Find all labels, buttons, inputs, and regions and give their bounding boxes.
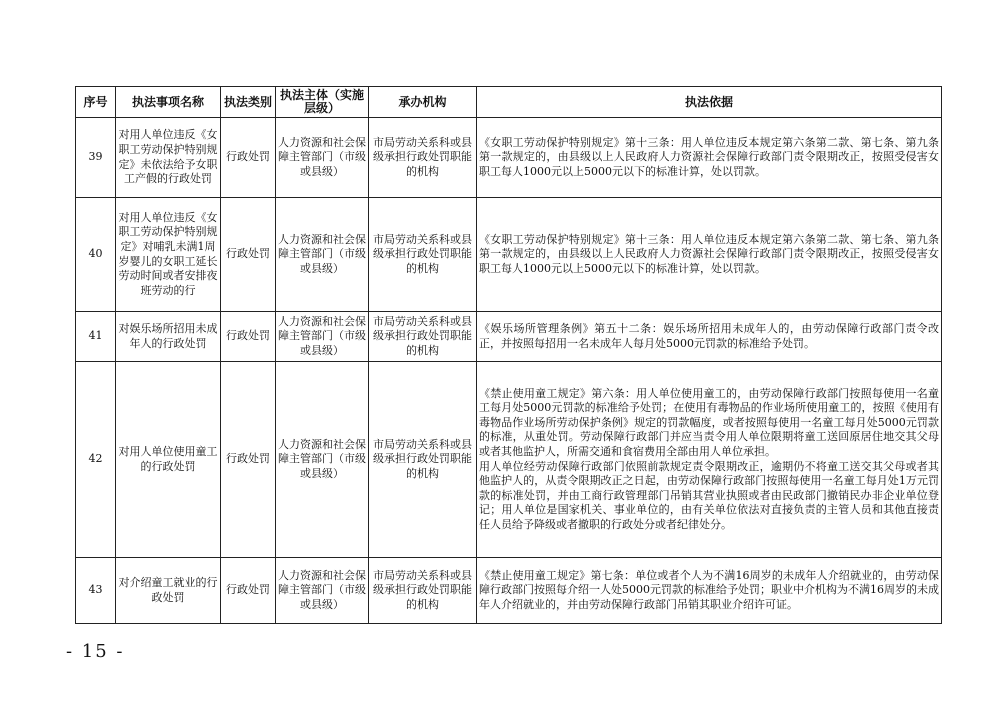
cell-subject: 人力资源和社会保障主管部门（市级或县级）: [276, 362, 369, 558]
header-agency: 承办机构: [369, 87, 477, 118]
cell-agency: 市局劳动关系科或县级承担行政处罚职能的机构: [369, 362, 477, 558]
cell-subject: 人力资源和社会保障主管部门（市级或县级）: [276, 312, 369, 362]
cell-agency: 市局劳动关系科或县级承担行政处罚职能的机构: [369, 312, 477, 362]
cell-category: 行政处罚: [221, 362, 276, 558]
cell-category: 行政处罚: [221, 312, 276, 362]
table-row: [76, 198, 942, 312]
basis-paragraph: 《禁止使用童工规定》第六条：用人单位使用童工的，由劳动保障行政部门按照每使用一名童工每月处5000元罚款的标准给予处罚；在使用有毒物品的作业场所使用童工的，按照《使用有毒物品作业场所劳动保护条例》规定的罚款幅度，或者按照每使用一名童工每月处5000元罚款的标准，从重处罚。劳动保障行政部门并应当责令用人单位限期将童工送回原居住地交其父母或者其他监护人，所需交通和食宿费用全部由用人单位承担。: [479, 386, 939, 458]
cell-item-name: 对介绍童工就业的行政处罚: [116, 558, 221, 624]
cell-seq: 39: [76, 118, 116, 198]
header-basis: 执法依据: [477, 87, 942, 118]
cell-category: 行政处罚: [221, 558, 276, 624]
cell-subject: 人力资源和社会保障主管部门（市级或县级）: [276, 118, 369, 198]
cell-category: 行政处罚: [221, 198, 276, 312]
cell-seq: 43: [76, 558, 116, 624]
basis-paragraph: 《娱乐场所管理条例》第五十二条：娱乐场所招用未成年人的，由劳动保障行政部门责令改正，并按照每招用一名未成年人每月处5000元罚款的标准给予处罚。: [479, 321, 939, 350]
cell-agency: 市局劳动关系科或县级承担行政处罚职能的机构: [369, 118, 477, 198]
cell-category: 行政处罚: [221, 118, 276, 198]
cell-basis: [477, 558, 942, 624]
basis-paragraph: 用人单位经劳动保障行政部门依照前款规定责令限期改正，逾期仍不将童工送交其父母或者其他监护人的，从责令限期改正之日起，由劳动保障行政部门按照每使用一名童工每月处1万元罚款的标准处罚，并由工商行政管理部门吊销其营业执照或者由民政部门撤销民办非企业单位登记；用人单位是国家机关、事业单位的，由有关单位依法对直接负责的主管人员和其他直接责任人员给予降级或者撤职的行政处分或者纪律处分。: [479, 459, 939, 531]
cell-basis: [477, 118, 942, 198]
table-header-row: [76, 87, 942, 118]
cell-basis: [477, 198, 942, 312]
cell-seq: 42: [76, 362, 116, 558]
header-subject: 执法主体（实施层级）: [276, 87, 369, 118]
cell-basis: [477, 312, 942, 362]
header-category: 执法类别: [221, 87, 276, 118]
cell-item-name: 对用人单位违反《女职工劳动保护特别规定》对哺乳未满1周岁婴儿的女职工延长劳动时间或者安排夜班劳动的行: [116, 198, 221, 312]
cell-seq: 41: [76, 312, 116, 362]
cell-agency: 市局劳动关系科或县级承担行政处罚职能的机构: [369, 558, 477, 624]
basis-paragraph: 《女职工劳动保护特别规定》第十三条：用人单位违反本规定第六条第二款、第七条、第九条第一款规定的，由县级以上人民政府人力资源社会保障行政部门责令限期改正，按照受侵害女职工每人1000元以上5000元以下的标准计算，处以罚款。: [479, 232, 939, 275]
cell-seq: 40: [76, 198, 116, 312]
cell-agency: 市局劳动关系科或县级承担行政处罚职能的机构: [369, 198, 477, 312]
cell-item-name: 对用人单位违反《女职工劳动保护特别规定》未依法给予女职工产假的行政处罚: [116, 118, 221, 198]
basis-paragraph: 《女职工劳动保护特别规定》第十三条：用人单位违反本规定第六条第二款、第七条、第九条第一款规定的，由县级以上人民政府人力资源社会保障行政部门责令限期改正，按照受侵害女职工每人1000元以上5000元以下的标准计算，处以罚款。: [479, 135, 939, 178]
header-item-name: 执法事项名称: [116, 87, 221, 118]
table-row: [76, 118, 942, 198]
cell-item-name: 对用人单位使用童工的行政处罚: [116, 362, 221, 558]
table-row: [76, 362, 942, 558]
cell-subject: 人力资源和社会保障主管部门（市级或县级）: [276, 198, 369, 312]
page-number: - 15 -: [66, 641, 125, 662]
table-row: [76, 558, 942, 624]
cell-item-name: 对娱乐场所招用未成年人的行政处罚: [116, 312, 221, 362]
cell-basis: [477, 362, 942, 558]
table-row: [76, 312, 942, 362]
enforcement-table: [75, 86, 942, 624]
basis-paragraph: 《禁止使用童工规定》第七条：单位或者个人为不满16周岁的未成年人介绍就业的，由劳动保障行政部门按照每介绍一人处5000元罚款的标准给予处罚；职业中介机构为不满16周岁的未成年人介绍就业的，并由劳动保障行政部门吊销其职业介绍许可证。: [479, 568, 939, 611]
header-seq: 序号: [76, 87, 116, 118]
cell-subject: 人力资源和社会保障主管部门（市级或县级）: [276, 558, 369, 624]
